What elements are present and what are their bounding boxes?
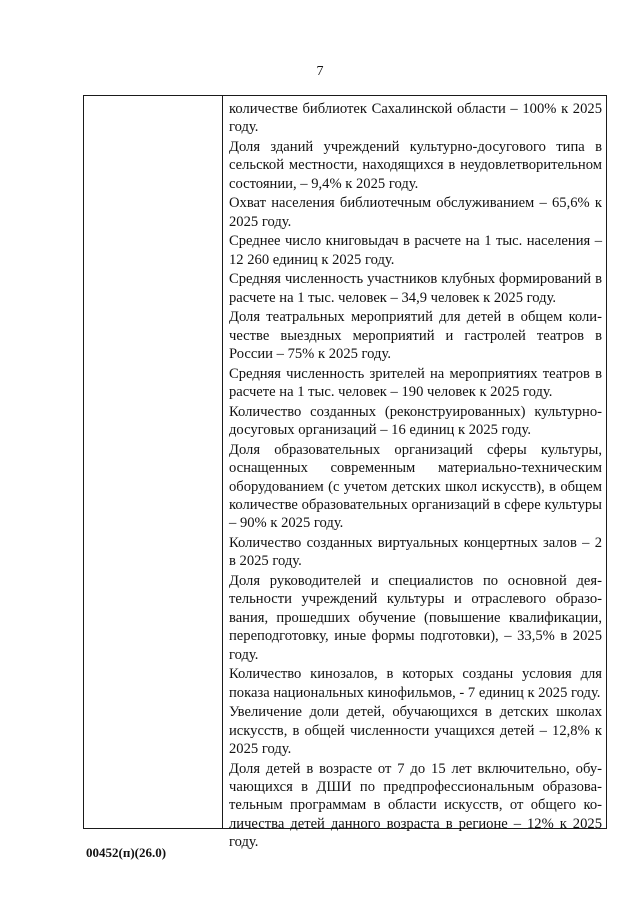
paragraph-library-coverage: Охват населения библиотечным обслуживанием – 65,6% к 2025 году. [229, 195, 602, 230]
paragraph-book-loans: Среднее число книговыдач в расчете на 1 тыс. населения – 12 260 единиц к 2025 году. [229, 233, 602, 268]
table-right-column [223, 96, 606, 851]
paragraph-virtual-halls: Количество созданных виртуальных концертных залов – 2 в 2025 году. [229, 535, 602, 570]
document-footer-code: 00452(п)(26.0) [86, 845, 167, 860]
paragraph-cultural-organizations: Количество созданных (реконструированных) культурно-досуговых организаций – 16 единиц к 2025 году. [229, 403, 602, 439]
paragraph-theatre-audience: Средняя численность зрителей на мероприятиях театров в расчете на 1 тыс. человек – 190 человек к 2025 году. [229, 365, 602, 401]
paragraph-theatre-children: Доля театральных мероприятий для детей в общем количестве выездных мероприятий и гастролей театров в России – 75% к 2025 году. [229, 309, 602, 363]
document-table [83, 95, 607, 851]
paragraph-cinema-halls: Количество кинозалов, в которых созданы условия для показа национальных кинофильмов, - 7 единиц к 2025 году. [229, 666, 602, 701]
paragraph-staff-training: Доля руководителей и специалистов по основной деятельности учреждений культуры и отраслевого образования, прошедших обучение (повышение квалификации, переподготовку, иные формы подготовки), – 33,5% в 2025 году. [229, 573, 602, 663]
page-number: 7 [316, 64, 324, 79]
paragraph-art-schools-share: Увеличение доли детей, обучающихся в детских школах искусств, в общей численности учащихся детей – 12,8% к 2025 году. [229, 704, 602, 758]
paragraph-club-participants: Средняя численность участников клубных формирований в расчете на 1 тыс. человек – 34,9 человек к 2025 году. [229, 271, 602, 306]
paragraph-rural-buildings: Доля зданий учреждений культурно-досугового типа в сельской местности, находящихся в неудовлетворительном состоянии, – 9,4% к 2025 году. [229, 139, 602, 192]
paragraph-education-equipment: Доля образовательных организаций сферы культуры, оснащенных современным материально-техническим оборудованием (с учетом детских школ искусств), в общем количестве образовательных организаций в сфере культуры – 90% к 2025 году. [229, 441, 602, 532]
paragraph-libraries-share: количестве библиотек Сахалинской области – 100% к 2025 году. [229, 101, 602, 136]
table-left-column [84, 96, 223, 828]
paragraph-dshi-children: Доля детей в возрасте от 7 до 15 лет включительно, обучающихся в ДШИ по предпрофессиональным образовательным программам в области искусств, от общего количества детей данного возраста в регионе – 12% к 2025 году. [229, 760, 602, 851]
